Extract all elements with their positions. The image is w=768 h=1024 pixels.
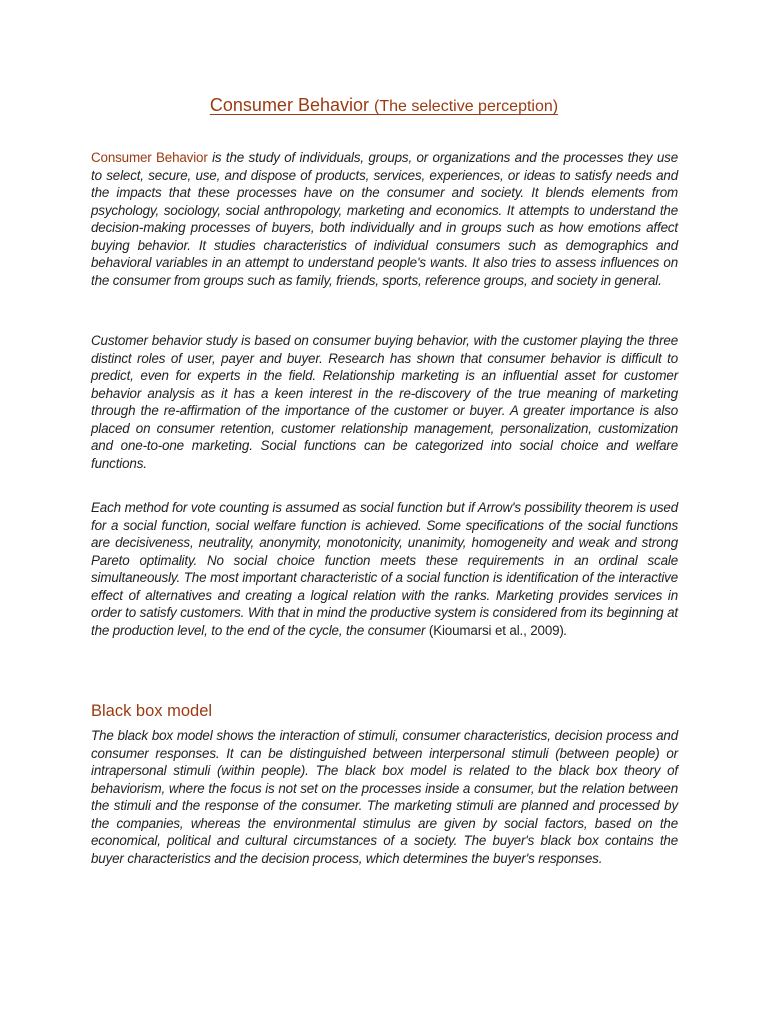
social-function-text: Each method for vote counting is assumed as social function but if Arrow's possibility theorem is used for a social function, social welfare function is achieved. Some specifications of the social functions are decisiveness, neutrality, anonymity, monotonicity, unanimity, homogeneity and weak and strong Pareto optimality. No social choice function meets these requirements in an ordinal scale simultaneously. The most important characteristic of a social function is identification of the interactive effect of alternatives and creating a logical relation with the ranks. Marketing provides services in order to satisfy customers. With that in mind the productive system is considered from its beginning at the production level, to the end of the cycle, the consumer [91,500,678,638]
paragraph-end: . [563,622,568,638]
page-title [0,93,768,119]
citation: (Kioumarsi et al., 2009) [428,622,564,638]
title-main: Consumer Behavior [209,95,369,115]
customer-behavior-paragraph: Customer behavior study is based on consumer buying behavior, with the customer playing the three distinct roles of user, payer and buyer. Research has shown that consumer behavior is difficult to predict, even for experts in the field. Relationship marketing is an influential asset for customer behavior analysis as it has a keen interest in the re-discovery of the true meaning of marketing through the re-affirmation of the importance of the customer or buyer. A greater importance is also placed on consumer retention, customer relationship management, personalization, customization and one-to-one marketing. Social functions can be categorized into social choice and welfare functions. [91,333,678,471]
intro-paragraph [91,149,678,289]
black-box-paragraph: The black box model shows the interaction of stimuli, consumer characteristics, decision process and consumer responses. It can be distinguished between interpersonal stimuli (between people) or intrapersonal stimuli (within people). The black box model is related to the black box theory of behaviorism, where the focus is not set on the processes inside a consumer, but the relation between the stimuli and the response of the consumer. The marketing stimuli are planned and processed by the companies, whereas the environmental stimulus are given by social factors, based on the economical, political and cultural circumstances of a society. The buyer's black box contains the buyer characteristics and the decision process, which determines the buyer's responses. [91,728,678,866]
social-function-paragraph [91,499,678,639]
section-heading-black-box: Black box model [91,702,213,720]
title-subtitle: (The selective perception) [374,98,559,115]
intro-lead-term: Consumer Behavior [91,150,208,165]
intro-text: is the study of individuals, groups, or organizations and the processes they use to select, secure, use, and dispose of products, services, experiences, or ideas to satisfy needs and the impacts that these processes have on the consumer and society. It blends elements from psychology, sociology, social anthropology, marketing and economics. It attempts to understand the decision-making processes of buyers, both individually and in groups such as how emotions affect buying behavior. It studies characteristics of individual consumers such as demographics and behavioral variables in an attempt to understand people's wants. It also tries to assess influences on the consumer from groups such as family, friends, sports, reference groups, and society in general. [91,150,679,288]
